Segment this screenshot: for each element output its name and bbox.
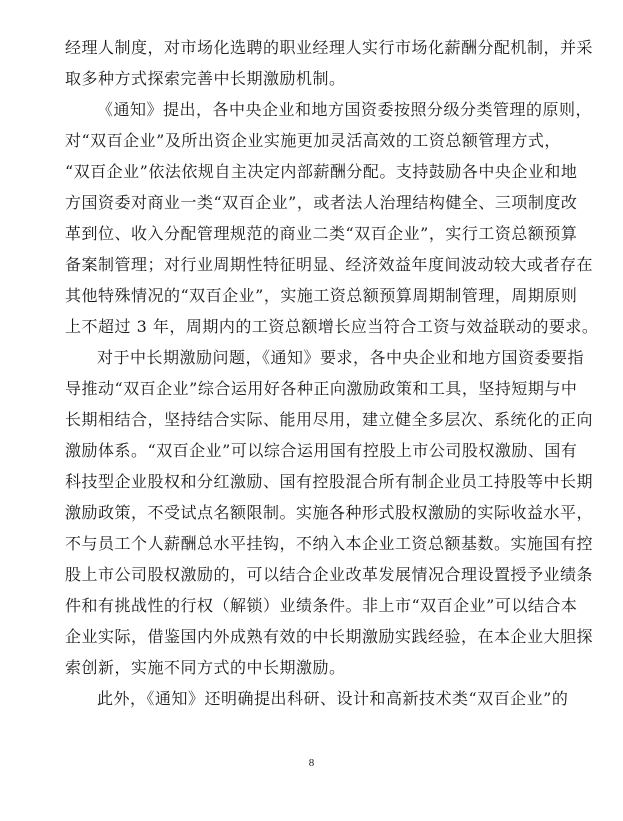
text-line: 长期相结合，坚持结合实际、能用尽用，建立健全多层次、系统化的正向 bbox=[65, 410, 594, 429]
text-line: 《通知》提出，各中央企业和地方国资委按照分级分类管理的原则， bbox=[97, 100, 593, 119]
text-line: “双百企业”依法依规自主决定内部薪酬分配。支持鼓励各中央企业和地 bbox=[65, 162, 578, 181]
text-line: 激励政策，不受试点名额限制。实施各种形式股权激励的实际收益水平， bbox=[65, 503, 594, 522]
text-line: 方国资委对商业一类“双百企业”，或者法人治理结构健全、三项制度改 bbox=[65, 193, 578, 212]
text-line: 激励体系。“双百企业”可以综合运用国有控股上市公司股权激励、国有 bbox=[65, 441, 578, 460]
text-line: 对“双百企业”及所出资企业实施更加灵活高效的工资总额管理方式， bbox=[65, 131, 561, 150]
text-line: 其他特殊情况的“双百企业”，实施工资总额预算周期制管理，周期原则 bbox=[65, 286, 578, 305]
text-line: 上不超过 3 年，周期内的工资总额增长应当符合工资与效益联动的要求。 bbox=[65, 317, 599, 336]
text-line: 索创新，实施不同方式的中长期激励。 bbox=[65, 658, 346, 677]
text-line: 不与员工个人薪酬总水平挂钩，不纳入本企业工资总额基数。实施国有控 bbox=[65, 534, 594, 553]
text-line: 此外，《通知》还明确提出科研、设计和高新技术类“双百企业”的 bbox=[97, 689, 569, 708]
text-line: 科技型企业股权和分红激励、国有控股混合所有制企业员工持股等中长期 bbox=[65, 472, 594, 491]
text-line: 导推动“双百企业”综合运用好各种正向激励政策和工具，坚持短期与中 bbox=[65, 379, 578, 398]
text-line: 件和有挑战性的行权（解锁）业绩条件。非上市“双百企业”可以结合本 bbox=[65, 596, 578, 615]
page-number: 8 bbox=[308, 757, 315, 769]
text-line: 对于中长期激励问题，《通知》要求，各中央企业和地方国资委要指 bbox=[97, 348, 585, 367]
text-line: 企业实际，借鉴国内外成熟有效的中长期激励实践经验，在本企业大胆探 bbox=[65, 627, 594, 646]
text-line: 经理人制度，对市场化选聘的职业经理人实行市场化薪酬分配机制，并采 bbox=[65, 38, 594, 57]
text-line: 革到位、收入分配管理规范的商业二类“双百企业”，实行工资总额预算 bbox=[65, 224, 578, 243]
text-line: 备案制管理；对行业周期性特征明显、经济效益年度间波动较大或者存在 bbox=[65, 255, 594, 274]
text-line: 股上市公司股权激励的，可以结合企业改革发展情况合理设置授予业绩条 bbox=[65, 565, 594, 584]
text-line: 取多种方式探索完善中长期激励机制。 bbox=[65, 69, 346, 88]
